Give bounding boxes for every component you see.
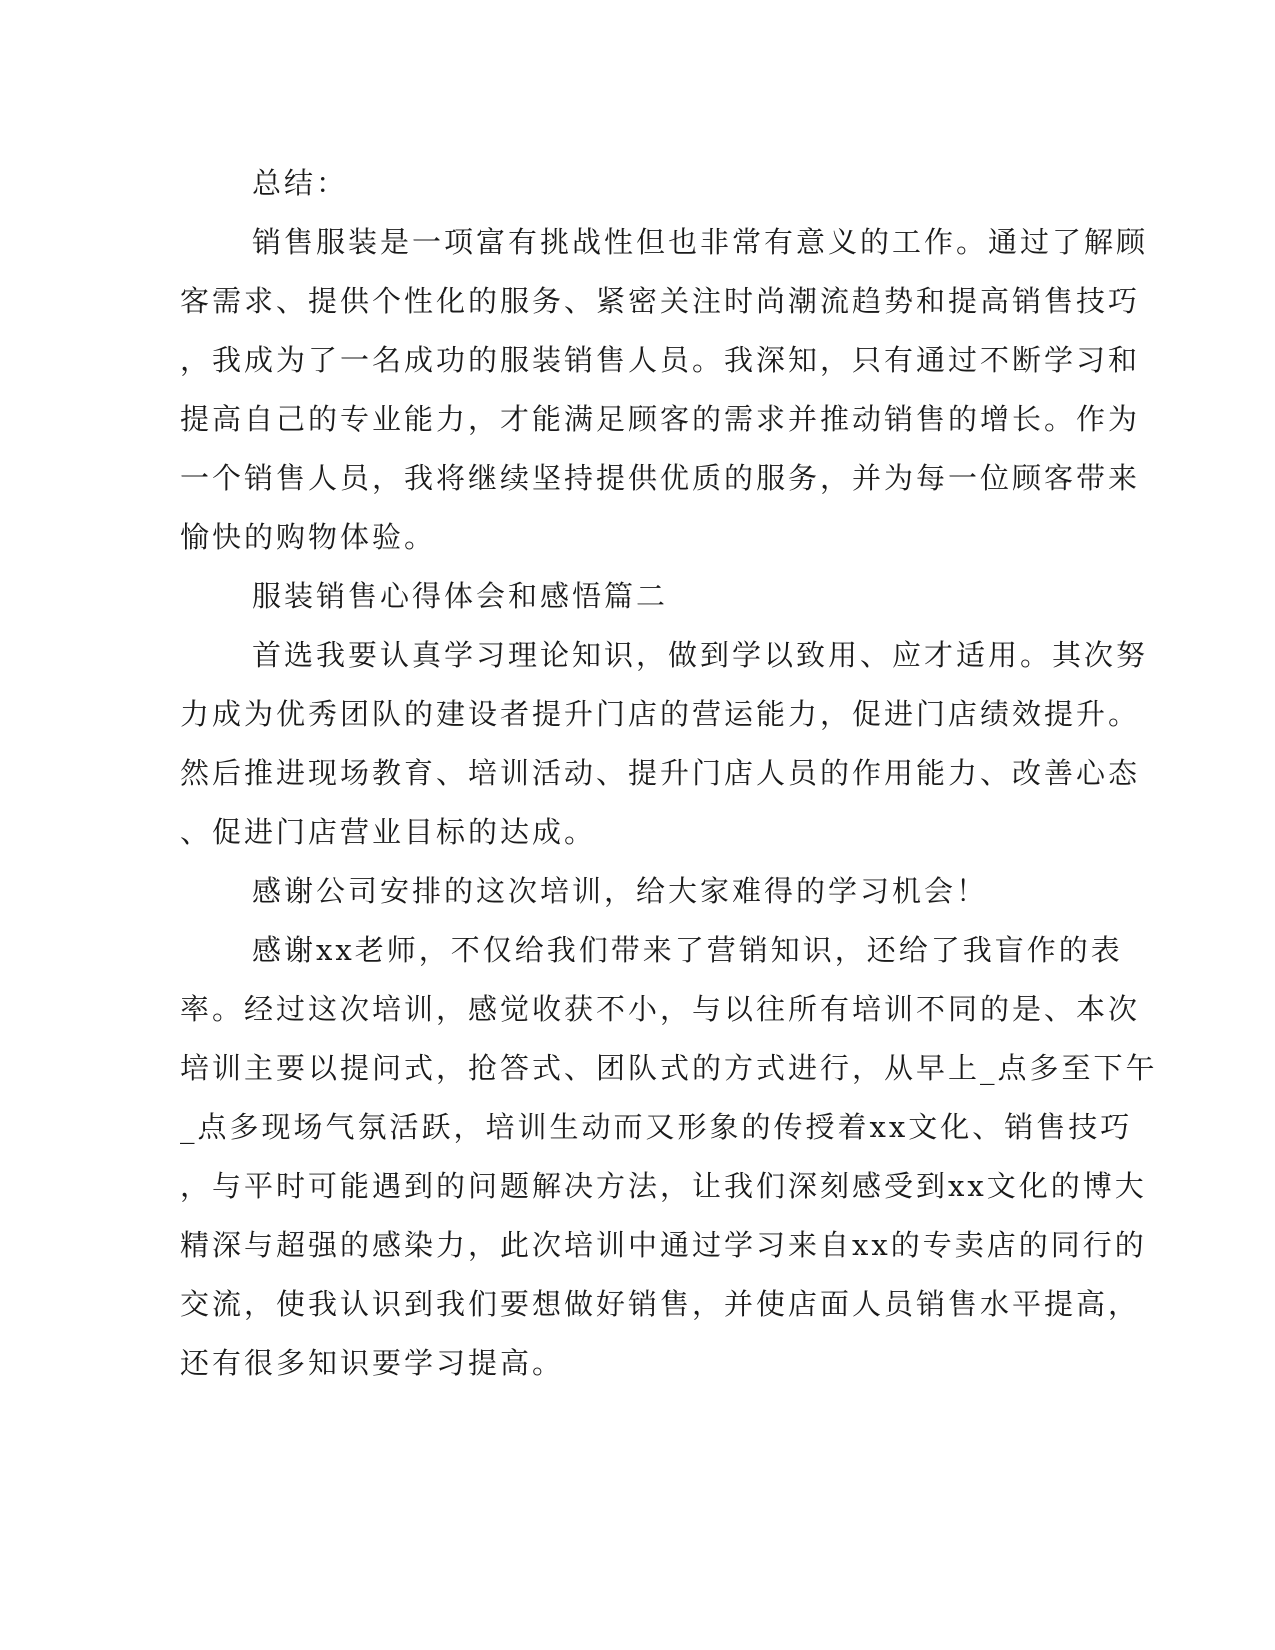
text-line: 还有很多知识要学习提高。 — [180, 1346, 565, 1380]
text-line: ，我成为了一名成功的服装销售人员。我深知，只有通过不断学习和 — [180, 343, 1141, 377]
text-line: ，与平时可能遇到的问题解决方法，让我们深刻感受到xx文化的博大 — [180, 1169, 1147, 1203]
text-line: 客需求、提供个性化的服务、紧密关注时尚潮流趋势和提高销售技巧 — [180, 284, 1141, 318]
text-line: 力成为优秀团队的建设者提升门店的营运能力，促进门店绩效提升。 — [180, 697, 1141, 731]
text-line: 感谢公司安排的这次培训，给大家难得的学习机会！ — [252, 874, 989, 908]
text-line: _点多现场气氛活跃，培训生动而又形象的传授着xx文化、销售技巧 — [180, 1110, 1133, 1144]
text-line: 感谢xx老师，不仅给我们带来了营销知识，还给了我盲作的表 — [252, 933, 1123, 967]
text-line: 提高自己的专业能力，才能满足顾客的需求并推动销售的增长。作为 — [180, 402, 1141, 436]
text-line: 愉快的购物体验。 — [180, 520, 437, 554]
summary-heading: 总结： — [252, 166, 349, 200]
text-line: 精深与超强的感染力，此次培训中通过学习来自xx的专卖店的同行的 — [180, 1228, 1147, 1262]
section-heading: 服装销售心得体会和感悟篇二 — [252, 579, 669, 613]
text-line: 首选我要认真学习理论知识，做到学以致用、应才适用。其次努 — [252, 638, 1149, 672]
text-line: 一个销售人员，我将继续坚持提供优质的服务，并为每一位顾客带来 — [180, 461, 1141, 495]
text-line: 然后推进现场教育、培训活动、提升门店人员的作用能力、改善心态 — [180, 756, 1141, 790]
text-line: 培训主要以提问式，抢答式、团队式的方式进行，从早上_点多至下午 — [180, 1051, 1158, 1085]
text-line: 销售服装是一项富有挑战性但也非常有意义的工作。通过了解顾 — [252, 225, 1149, 259]
text-line: 交流，使我认识到我们要想做好销售，并使店面人员销售水平提高， — [180, 1287, 1141, 1321]
text-line: 率。经过这次培训，感觉收获不小，与以往所有培训不同的是、本次 — [180, 992, 1141, 1026]
text-line: 、促进门店营业目标的达成。 — [180, 815, 597, 849]
